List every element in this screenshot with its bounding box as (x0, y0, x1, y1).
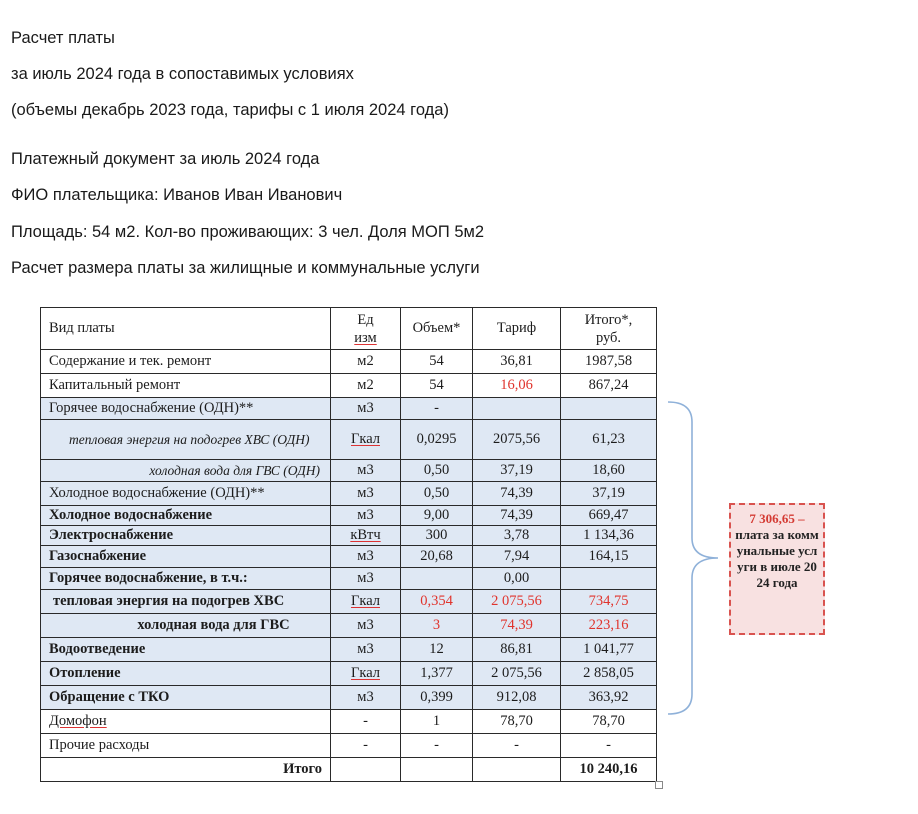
row-total: 363,92 (561, 686, 657, 710)
row-volume: 1,377 (401, 662, 473, 686)
footer-empty-cell (473, 758, 561, 782)
row-total: 1987,58 (561, 350, 657, 374)
row-name: холодная вода для ГВС (ОДН) (41, 460, 331, 482)
row-name: Газоснабжение (41, 546, 331, 568)
row-volume: 20,68 (401, 546, 473, 568)
row-unit: м3 (331, 506, 401, 526)
utilities-summary-note (729, 503, 825, 635)
footer-empty-cell (331, 758, 401, 782)
table-row (41, 526, 657, 546)
row-unit: м3 (331, 638, 401, 662)
table-row (41, 638, 657, 662)
row-tariff: 0,00 (473, 568, 561, 590)
header-name: Вид платы (41, 308, 331, 350)
row-unit: м3 (331, 614, 401, 638)
row-name: Холодное водоснабжение (41, 506, 331, 526)
table-row (41, 686, 657, 710)
row-tariff (473, 398, 561, 420)
header-total (561, 308, 657, 350)
header-unit-top: Ед (357, 311, 374, 328)
row-tariff: 86,81 (473, 638, 561, 662)
row-name: Обращение с ТКО (41, 686, 331, 710)
row-tariff: 74,39 (473, 506, 561, 526)
note-text: плата за коммунальные услуги в июле 2024 года (735, 527, 819, 590)
row-volume: - (401, 734, 473, 758)
row-name: Электроснабжение (41, 526, 331, 546)
row-name: Домофон (41, 710, 331, 734)
row-tariff: 37,19 (473, 460, 561, 482)
period-line: за июль 2024 года в сопоставимых условиях (11, 65, 354, 83)
table-row (41, 398, 657, 420)
row-unit: м2 (331, 374, 401, 398)
row-total: 164,15 (561, 546, 657, 568)
row-name: Холодное водоснабжение (ОДН)** (41, 482, 331, 506)
row-unit: Гкал (331, 662, 401, 686)
table-footer (41, 758, 657, 782)
row-volume: 0,50 (401, 460, 473, 482)
header-tariff: Тариф (473, 308, 561, 350)
calc-line: Расчет размера платы за жилищные и коммунальные услуги (11, 259, 480, 277)
row-tariff: 74,39 (473, 614, 561, 638)
row-unit: кВтч (331, 526, 401, 546)
row-total: 61,23 (561, 420, 657, 460)
row-volume: 0,0295 (401, 420, 473, 460)
row-name: тепловая энергия на подогрев ХВС (41, 590, 331, 614)
row-unit: м3 (331, 568, 401, 590)
row-tariff: 2 075,56 (473, 662, 561, 686)
table-row (41, 568, 657, 590)
table-header (41, 308, 657, 350)
row-volume: 0,50 (401, 482, 473, 506)
row-unit: м3 (331, 482, 401, 506)
row-name: холодная вода для ГВС (41, 614, 331, 638)
row-total: - (561, 734, 657, 758)
row-name: Содержание и тек. ремонт (41, 350, 331, 374)
table-row (41, 420, 657, 460)
row-volume: 12 (401, 638, 473, 662)
row-total: 223,16 (561, 614, 657, 638)
row-tariff: 16,06 (473, 374, 561, 398)
row-volume (401, 568, 473, 590)
footer-total: 10 240,16 (561, 758, 657, 782)
header-unit-bottom: изм (354, 329, 377, 346)
resize-handle[interactable] (655, 781, 663, 789)
row-total: 1 041,77 (561, 638, 657, 662)
row-unit: м3 (331, 460, 401, 482)
table-row (41, 506, 657, 526)
row-unit: - (331, 734, 401, 758)
table-row (41, 734, 657, 758)
right-brace-icon (664, 400, 724, 720)
row-tariff: 912,08 (473, 686, 561, 710)
row-tariff: 36,81 (473, 350, 561, 374)
document-line: Платежный документ за июль 2024 года (11, 150, 320, 168)
row-total: 734,75 (561, 590, 657, 614)
area-line: Площадь: 54 м2. Кол-во проживающих: 3 чел. Доля МОП 5м2 (11, 223, 485, 241)
row-tariff: 78,70 (473, 710, 561, 734)
row-name: Отопление (41, 662, 331, 686)
payer-line: ФИО плательщика: Иванов Иван Иванович (11, 186, 343, 204)
row-total: 867,24 (561, 374, 657, 398)
row-name: Прочие расходы (41, 734, 331, 758)
table-row (41, 710, 657, 734)
row-name: Горячее водоснабжение (ОДН)** (41, 398, 331, 420)
row-tariff: 2075,56 (473, 420, 561, 460)
row-volume: 54 (401, 374, 473, 398)
title-line: Расчет платы (11, 29, 115, 47)
row-tariff: - (473, 734, 561, 758)
row-unit: м3 (331, 686, 401, 710)
header-total-bottom: руб. (595, 329, 622, 346)
row-unit: м3 (331, 398, 401, 420)
row-total: 669,47 (561, 506, 657, 526)
footer-label: Итого (41, 758, 331, 782)
row-tariff: 74,39 (473, 482, 561, 506)
row-unit: - (331, 710, 401, 734)
row-volume: 0,399 (401, 686, 473, 710)
row-volume: 9,00 (401, 506, 473, 526)
payment-table (40, 307, 657, 782)
row-volume: 3 (401, 614, 473, 638)
table-row (41, 482, 657, 506)
row-volume: - (401, 398, 473, 420)
row-unit: м3 (331, 546, 401, 568)
row-volume: 300 (401, 526, 473, 546)
header-total-top: Итого*, (584, 311, 633, 328)
row-total: 18,60 (561, 460, 657, 482)
basis-line: (объемы декабрь 2023 года, тарифы с 1 июля 2024 года) (11, 101, 449, 119)
row-total: 1 134,36 (561, 526, 657, 546)
table-row (41, 590, 657, 614)
row-name: Водоотведение (41, 638, 331, 662)
footer-empty-cell (401, 758, 473, 782)
row-name: тепловая энергия на подогрев ХВС (ОДН) (41, 420, 331, 460)
row-tariff: 2 075,56 (473, 590, 561, 614)
row-volume: 54 (401, 350, 473, 374)
table-row (41, 662, 657, 686)
table-row (41, 614, 657, 638)
row-unit: Гкал (331, 590, 401, 614)
row-total: 78,70 (561, 710, 657, 734)
row-tariff: 3,78 (473, 526, 561, 546)
row-volume: 1 (401, 710, 473, 734)
table-row (41, 546, 657, 568)
row-unit: Гкал (331, 420, 401, 460)
row-total: 2 858,05 (561, 662, 657, 686)
row-total (561, 568, 657, 590)
header-unit (331, 308, 401, 350)
row-name: Капитальный ремонт (41, 374, 331, 398)
table-row (41, 374, 657, 398)
row-name: Горячее водоснабжение, в т.ч.: (41, 568, 331, 590)
row-tariff: 7,94 (473, 546, 561, 568)
header-volume: Объем* (401, 308, 473, 350)
row-total: 37,19 (561, 482, 657, 506)
table-row (41, 350, 657, 374)
row-volume: 0,354 (401, 590, 473, 614)
table-row (41, 460, 657, 482)
note-amount: 7 306,65 – (749, 511, 805, 526)
row-unit: м2 (331, 350, 401, 374)
row-total (561, 398, 657, 420)
